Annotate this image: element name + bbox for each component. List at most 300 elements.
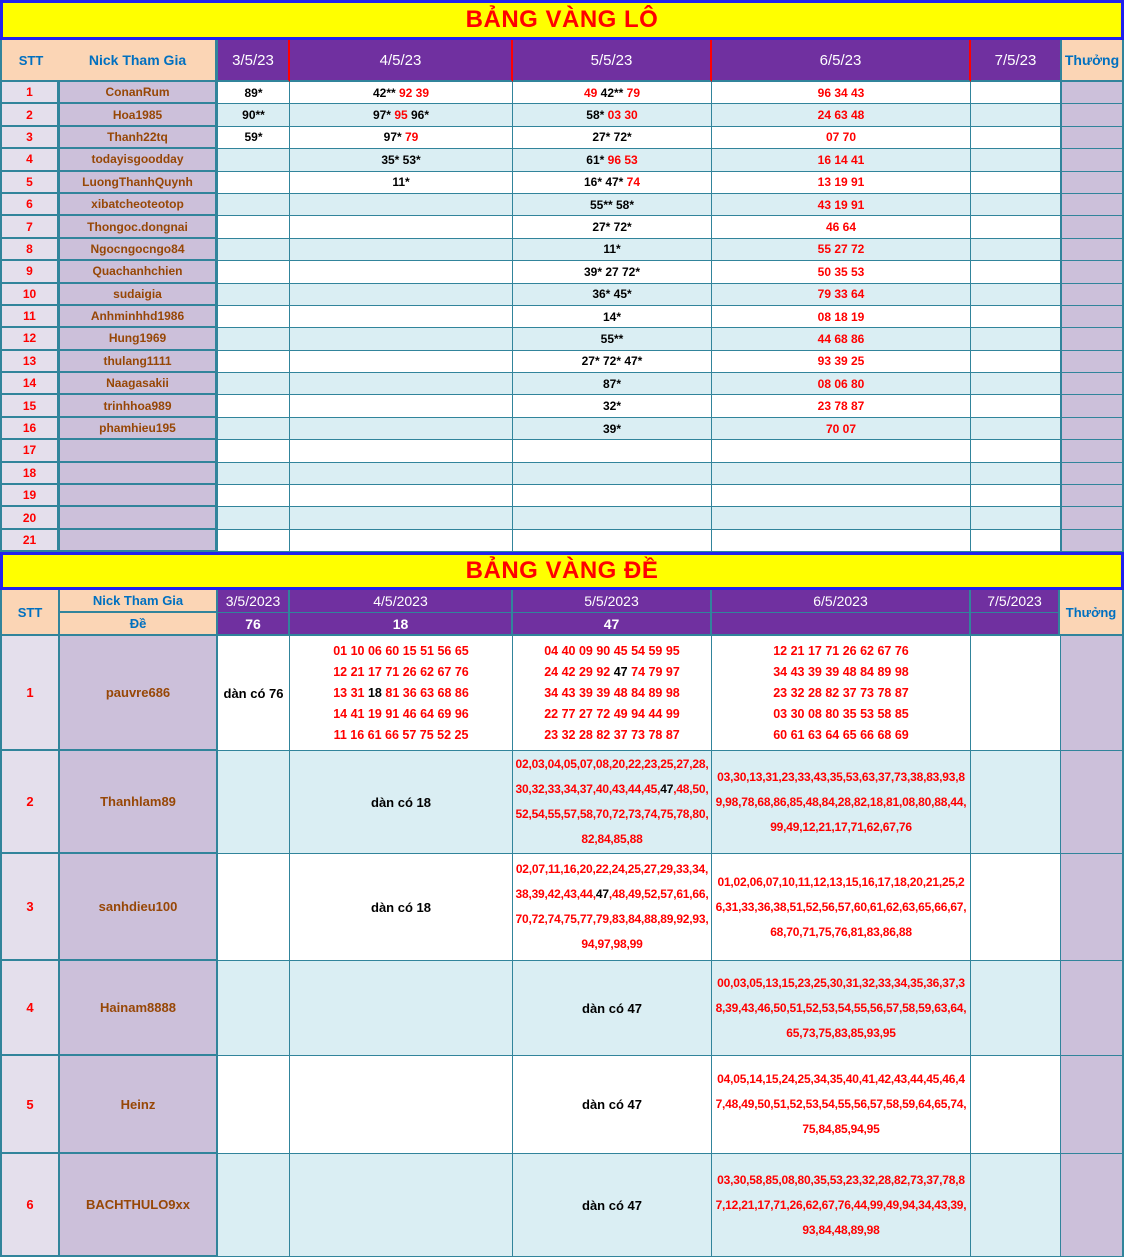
lo-data-cell[interactable]	[712, 530, 971, 552]
lo-data-cell[interactable]	[712, 216, 971, 238]
lo-data-cell[interactable]	[971, 82, 1060, 104]
lo-stt-cell[interactable]: 9	[0, 261, 60, 283]
lo-data-cell[interactable]	[712, 104, 971, 126]
de-header-date[interactable]: 3/5/2023	[218, 590, 290, 613]
de-data-cell[interactable]	[218, 636, 290, 751]
de-header-nick[interactable]: Nick Tham Gia	[60, 590, 218, 613]
de-data-cell[interactable]	[290, 1056, 513, 1154]
cell-text: 47	[613, 664, 628, 679]
lo-data-cell[interactable]	[513, 82, 712, 104]
lo-thuong-cell[interactable]	[1060, 351, 1124, 373]
lo-data-cell[interactable]	[218, 395, 290, 417]
lo-data-cell[interactable]	[971, 261, 1060, 283]
cell-text: 14 41 19 91 46 64 69 96	[333, 706, 469, 721]
lo-data-cell[interactable]	[290, 149, 513, 171]
lo-stt-cell[interactable]: 5	[0, 172, 60, 194]
lo-data-cell[interactable]	[218, 328, 290, 350]
lo-stt-cell[interactable]: 3	[0, 127, 60, 149]
lo-data-cell[interactable]	[712, 463, 971, 485]
de-data-cell[interactable]	[971, 961, 1060, 1056]
lo-data-cell[interactable]	[218, 127, 290, 149]
lo-data-cell[interactable]	[513, 373, 712, 395]
de-data-cell[interactable]	[290, 751, 513, 854]
lo-thuong-cell[interactable]	[1060, 306, 1124, 328]
lo-data-cell[interactable]	[712, 127, 971, 149]
lo-data-cell[interactable]	[290, 194, 513, 216]
lo-data-cell[interactable]	[218, 418, 290, 440]
cell-line	[582, 998, 642, 1019]
lo-header-date[interactable]: 4/5/23	[290, 40, 513, 82]
lo-data-cell[interactable]	[290, 418, 513, 440]
de-data-cell[interactable]	[971, 636, 1060, 751]
lo-nick-cell[interactable]: ConanRum	[60, 82, 218, 104]
lo-data-cell[interactable]	[513, 104, 712, 126]
lo-data-cell[interactable]	[218, 284, 290, 306]
lo-nick-cell[interactable]: phamhieu195	[60, 418, 218, 440]
lo-data-cell[interactable]	[513, 351, 712, 373]
lo-data-cell[interactable]	[218, 485, 290, 507]
lo-row	[0, 306, 1124, 328]
lo-data-cell[interactable]	[712, 82, 971, 104]
cell-text: 36* 45*	[592, 287, 632, 302]
lo-data-cell[interactable]	[218, 306, 290, 328]
lo-data-cell[interactable]	[290, 261, 513, 283]
lo-data-cell[interactable]	[513, 395, 712, 417]
lo-data-cell[interactable]	[712, 284, 971, 306]
lo-nick-cell[interactable]: trinhhoa989	[60, 395, 218, 417]
de-data-cell[interactable]	[513, 854, 712, 961]
lo-thuong-cell[interactable]	[1060, 149, 1124, 171]
de-stt-cell[interactable]: 1	[0, 636, 60, 751]
de-header-thuong[interactable]: Thưởng	[1060, 590, 1124, 636]
de-header-stt[interactable]: STT	[0, 590, 60, 636]
lo-thuong-cell[interactable]	[1060, 373, 1124, 395]
lo-nick-cell[interactable]: thulang1111	[60, 351, 218, 373]
lo-data-cell[interactable]	[513, 216, 712, 238]
cell-line	[544, 662, 680, 683]
lo-row	[0, 82, 1124, 104]
lo-data-cell[interactable]	[290, 104, 513, 126]
lo-data-cell[interactable]	[712, 351, 971, 373]
cell-lines	[513, 998, 711, 1019]
de-header-de-value[interactable]	[712, 613, 971, 636]
cell-text: 79 33 64	[817, 287, 865, 302]
lo-nick-cell[interactable]: Hung1969	[60, 328, 218, 350]
lo-data-cell[interactable]	[712, 306, 971, 328]
de-data-cell[interactable]	[218, 751, 290, 854]
lo-data-cell[interactable]	[290, 239, 513, 261]
cell-text: 58*	[586, 108, 608, 123]
cell-text: 97*	[372, 108, 395, 123]
lo-nick-cell[interactable]: Naagasakii	[60, 373, 218, 395]
lo-data-cell[interactable]	[513, 306, 712, 328]
lo-header-date[interactable]: 5/5/23	[513, 40, 712, 82]
lo-stt-cell[interactable]: 11	[0, 306, 60, 328]
cell-text: 47	[595, 887, 609, 902]
lo-thuong-cell[interactable]	[1060, 104, 1124, 126]
de-data-cell[interactable]	[712, 1154, 971, 1257]
cell-text: 03,30,13,31,23,33,43,35,53,63,37,73,38,83,93,89,98,78,68,86,85,48,84,28,82,18,81,08,80,88,44,99,49,12,21,17,71,62,67,76	[715, 769, 967, 834]
de-header-de-value[interactable]: 76	[218, 613, 290, 636]
lo-data-cell[interactable]	[971, 395, 1060, 417]
de-row	[0, 636, 1124, 751]
lo-data-cell[interactable]	[513, 440, 712, 462]
cell-line	[333, 683, 469, 704]
de-data-cell[interactable]	[513, 961, 712, 1056]
lo-nick-cell[interactable]: todayisgoodday	[60, 149, 218, 171]
de-data-cell[interactable]	[290, 854, 513, 961]
lo-data-cell[interactable]	[971, 373, 1060, 395]
lo-header-thuong[interactable]: Thưởng	[1060, 40, 1124, 82]
lo-stt-cell[interactable]: 15	[0, 395, 60, 417]
lo-data-cell[interactable]	[971, 530, 1060, 552]
lo-data-cell[interactable]	[290, 373, 513, 395]
de-data-cell[interactable]	[971, 854, 1060, 961]
lo-stt-cell[interactable]: 8	[0, 239, 60, 261]
lo-data-cell[interactable]	[712, 172, 971, 194]
lo-thuong-cell[interactable]	[1060, 507, 1124, 529]
de-data-cell[interactable]	[971, 1154, 1060, 1257]
lo-nick-cell[interactable]: Quachanhchien	[60, 261, 218, 283]
lo-data-cell[interactable]	[712, 418, 971, 440]
lo-row	[0, 284, 1124, 306]
lo-stt-cell[interactable]: 1	[0, 82, 60, 104]
lo-header-date[interactable]: 7/5/23	[971, 40, 1060, 82]
lo-thuong-cell[interactable]	[1060, 239, 1124, 261]
de-data-cell[interactable]	[712, 961, 971, 1056]
lo-data-cell[interactable]	[290, 328, 513, 350]
cell-text: ,48,49,52,57,61,66,70,72,74,75,77,79,83,84,88,89,92,93,94,97,98,99	[515, 887, 709, 952]
cell-line	[333, 704, 469, 725]
cell-lines	[513, 1195, 711, 1216]
lo-thuong-cell[interactable]	[1060, 463, 1124, 485]
lo-data-cell[interactable]	[712, 485, 971, 507]
cell-text: 11 16 61 66 57 75 52 25	[333, 727, 469, 742]
lo-data-cell[interactable]	[513, 507, 712, 529]
de-header-de-value[interactable]: 18	[290, 613, 513, 636]
de-nick-cell[interactable]: Hainam8888	[60, 961, 218, 1056]
de-header-date[interactable]: 5/5/2023	[513, 590, 712, 613]
lo-data-cell[interactable]	[290, 530, 513, 552]
bang-vang-de	[0, 552, 1124, 1257]
lo-nick-cell[interactable]: LuongThanhQuynh	[60, 172, 218, 194]
lo-data-cell[interactable]	[218, 149, 290, 171]
de-nick-cell[interactable]: Thanhlam89	[60, 751, 218, 854]
de-stt-cell[interactable]: 5	[0, 1056, 60, 1154]
cell-lines	[290, 641, 512, 746]
lo-header-stt[interactable]: STT	[0, 40, 60, 82]
de-data-cell[interactable]	[218, 1154, 290, 1257]
lo-thuong-cell[interactable]	[1060, 261, 1124, 283]
lo-data-cell[interactable]	[712, 373, 971, 395]
lo-nick-cell[interactable]: sudaigia	[60, 284, 218, 306]
lo-thuong-cell[interactable]	[1060, 395, 1124, 417]
lo-data-cell[interactable]	[513, 284, 712, 306]
cell-text: 13 31	[333, 685, 368, 700]
de-row	[0, 1154, 1124, 1257]
lo-thuong-cell[interactable]	[1060, 127, 1124, 149]
cell-text: dàn có 76	[223, 685, 284, 701]
lo-stt-cell[interactable]: 7	[0, 216, 60, 238]
lo-data-cell[interactable]	[971, 127, 1060, 149]
de-thuong-cell[interactable]	[1060, 854, 1124, 961]
de-data-cell[interactable]	[971, 1056, 1060, 1154]
lo-title: BẢNG VÀNG LÔ	[0, 0, 1124, 40]
lo-data-cell[interactable]	[290, 507, 513, 529]
de-header-date[interactable]: 6/5/2023	[712, 590, 971, 613]
de-data-cell[interactable]	[290, 1154, 513, 1257]
lo-thuong-cell[interactable]	[1060, 440, 1124, 462]
lo-stt-cell[interactable]: 18	[0, 463, 60, 485]
lo-nick-cell[interactable]	[60, 507, 218, 529]
lo-data-cell[interactable]	[513, 149, 712, 171]
lo-data-cell[interactable]	[218, 261, 290, 283]
de-header-de-label[interactable]: Đề	[60, 613, 218, 636]
lo-stt-cell[interactable]: 6	[0, 194, 60, 216]
de-nick-cell[interactable]: Heinz	[60, 1056, 218, 1154]
lo-data-cell[interactable]	[712, 507, 971, 529]
lo-data-cell[interactable]	[712, 395, 971, 417]
de-data-cell[interactable]	[712, 636, 971, 751]
lo-data-cell[interactable]	[290, 395, 513, 417]
de-thuong-cell[interactable]	[1060, 636, 1124, 751]
lo-data-cell[interactable]	[290, 440, 513, 462]
lo-thuong-cell[interactable]	[1060, 530, 1124, 552]
lo-data-cell[interactable]	[513, 194, 712, 216]
lo-row	[0, 172, 1124, 194]
cell-text: 27* 72*	[592, 220, 632, 235]
lo-data-cell[interactable]	[218, 351, 290, 373]
de-thuong-cell[interactable]	[1060, 961, 1124, 1056]
lo-data-cell[interactable]	[290, 172, 513, 194]
de-data-cell[interactable]	[513, 636, 712, 751]
de-data-cell[interactable]	[513, 1056, 712, 1154]
lo-row	[0, 440, 1124, 462]
lo-data-cell[interactable]	[290, 485, 513, 507]
lo-stt-cell[interactable]: 20	[0, 507, 60, 529]
lo-nick-cell[interactable]: Hoa1985	[60, 104, 218, 126]
de-stt-cell[interactable]: 4	[0, 961, 60, 1056]
cell-text: 49	[583, 85, 601, 100]
lo-data-cell[interactable]	[218, 104, 290, 126]
lo-data-cell[interactable]	[712, 328, 971, 350]
lo-data-cell[interactable]	[290, 127, 513, 149]
de-data-cell[interactable]	[513, 751, 712, 854]
de-header-de-value[interactable]	[971, 613, 1060, 636]
lo-data-cell[interactable]	[971, 507, 1060, 529]
lo-data-cell[interactable]	[971, 351, 1060, 373]
lo-data-cell[interactable]	[971, 216, 1060, 238]
de-data-cell[interactable]	[218, 961, 290, 1056]
cell-text: 16* 47*	[583, 175, 627, 190]
de-data-cell[interactable]	[712, 854, 971, 961]
lo-data-cell[interactable]	[290, 463, 513, 485]
lo-data-cell[interactable]	[712, 239, 971, 261]
lo-header-date[interactable]: 3/5/23	[218, 40, 290, 82]
lo-data-cell[interactable]	[218, 507, 290, 529]
de-data-cell[interactable]	[971, 751, 1060, 854]
lo-data-cell[interactable]	[712, 440, 971, 462]
de-header-de-value[interactable]: 47	[513, 613, 712, 636]
lo-data-cell[interactable]	[712, 194, 971, 216]
lo-data-cell[interactable]	[712, 149, 971, 171]
lo-thuong-cell[interactable]	[1060, 216, 1124, 238]
lo-data-cell[interactable]	[971, 440, 1060, 462]
lo-data-cell[interactable]	[513, 239, 712, 261]
cell-line	[773, 725, 909, 746]
lo-data-cell[interactable]	[971, 172, 1060, 194]
lo-stt-cell[interactable]: 17	[0, 440, 60, 462]
lo-data-cell[interactable]	[218, 172, 290, 194]
lo-thuong-cell[interactable]	[1060, 172, 1124, 194]
lo-stt-cell[interactable]: 14	[0, 373, 60, 395]
de-header-row	[0, 590, 1124, 636]
de-data-cell[interactable]	[712, 1056, 971, 1154]
lo-data-cell[interactable]	[513, 463, 712, 485]
cell-text: 87*	[602, 376, 622, 391]
lo-data-cell[interactable]	[971, 328, 1060, 350]
lo-row	[0, 373, 1124, 395]
cell-line	[582, 1094, 642, 1115]
de-stt-cell[interactable]: 6	[0, 1154, 60, 1257]
lo-data-cell[interactable]	[971, 284, 1060, 306]
de-data-cell[interactable]	[290, 636, 513, 751]
cell-text: 11*	[392, 175, 410, 190]
lo-data-cell[interactable]	[513, 485, 712, 507]
cell-text: 14*	[602, 309, 622, 324]
cell-text: 81 36 63 68 86	[381, 685, 469, 700]
cell-text: 08 18 19	[817, 309, 865, 324]
lo-nick-cell[interactable]: Ngocngocngo84	[60, 239, 218, 261]
cell-text: 01,02,06,07,10,11,12,13,15,16,17,18,20,21,25,26,31,33,36,38,51,52,56,57,60,61,62,63,65,66,67,68,70,71,75,76,81,83,86,88	[715, 874, 967, 939]
lo-thuong-cell[interactable]	[1060, 418, 1124, 440]
lo-thuong-cell[interactable]	[1060, 284, 1124, 306]
lo-data-cell[interactable]	[513, 261, 712, 283]
lo-data-cell[interactable]	[513, 127, 712, 149]
lo-stt-cell[interactable]: 10	[0, 284, 60, 306]
de-data-cell[interactable]	[712, 751, 971, 854]
lo-data-cell[interactable]	[971, 485, 1060, 507]
de-data-cell[interactable]	[218, 1056, 290, 1154]
cell-text: 42**	[372, 85, 399, 100]
lo-data-cell[interactable]	[218, 530, 290, 552]
cell-text: 12 21 17 71 26 62 67 76	[333, 664, 469, 679]
lo-stt-cell[interactable]: 13	[0, 351, 60, 373]
de-header-date[interactable]: 7/5/2023	[971, 590, 1060, 613]
lo-stt-cell[interactable]: 4	[0, 149, 60, 171]
lo-data-cell[interactable]	[971, 194, 1060, 216]
lo-thuong-cell[interactable]	[1060, 194, 1124, 216]
lo-header-date[interactable]: 6/5/23	[712, 40, 971, 82]
lo-nick-cell[interactable]: Anhminhhd1986	[60, 306, 218, 328]
lo-nick-cell[interactable]: Thongoc.dongnai	[60, 216, 218, 238]
cell-text: 32*	[602, 399, 622, 414]
cell-text: 34 43 39 39 48 84 89 98	[544, 685, 680, 700]
de-nick-cell[interactable]: sanhdieu100	[60, 854, 218, 961]
lo-thuong-cell[interactable]	[1060, 82, 1124, 104]
lo-nick-cell[interactable]	[60, 485, 218, 507]
lo-stt-cell[interactable]: 21	[0, 530, 60, 552]
lo-data-cell[interactable]	[971, 418, 1060, 440]
cell-text: 79	[405, 130, 419, 145]
lo-data-cell[interactable]	[513, 328, 712, 350]
lo-data-cell[interactable]	[218, 194, 290, 216]
cell-text: 08 06 80	[817, 376, 865, 391]
lo-row	[0, 127, 1124, 149]
lo-data-cell[interactable]	[218, 82, 290, 104]
cell-line	[773, 662, 909, 683]
de-data-cell[interactable]	[218, 854, 290, 961]
de-nick-cell[interactable]: BACHTHULO9xx	[60, 1154, 218, 1257]
cell-line	[544, 725, 680, 746]
lo-data-cell[interactable]	[513, 530, 712, 552]
lo-nick-cell[interactable]	[60, 463, 218, 485]
lo-row	[0, 530, 1124, 552]
de-data-cell[interactable]	[513, 1154, 712, 1257]
de-header-date[interactable]: 4/5/2023	[290, 590, 513, 613]
cell-text: 02,07,11,16,20,22,24,25,27,29,33,34,38,39,42,43,44,	[515, 862, 709, 902]
cell-text: 74	[626, 175, 641, 190]
cell-lines	[290, 897, 512, 918]
lo-data-cell[interactable]	[971, 463, 1060, 485]
cell-text: 03 30	[607, 108, 638, 123]
de-thuong-cell[interactable]	[1060, 1056, 1124, 1154]
lo-row	[0, 194, 1124, 216]
lo-data-cell[interactable]	[513, 172, 712, 194]
lo-data-cell[interactable]	[971, 239, 1060, 261]
lo-nick-cell[interactable]: Thanh22tq	[60, 127, 218, 149]
cell-text: 46 64	[825, 220, 857, 235]
cell-text: 55**	[600, 331, 624, 346]
lo-header-nick[interactable]: Nick Tham Gia	[60, 40, 218, 82]
lo-data-cell[interactable]	[971, 149, 1060, 171]
lo-data-cell[interactable]	[290, 216, 513, 238]
de-stt-cell[interactable]: 3	[0, 854, 60, 961]
lo-nick-cell[interactable]: xibatcheoteotop	[60, 194, 218, 216]
lo-data-cell[interactable]	[971, 104, 1060, 126]
de-nick-cell[interactable]: pauvre686	[60, 636, 218, 751]
lo-data-cell[interactable]	[218, 239, 290, 261]
lo-nick-cell[interactable]	[60, 530, 218, 552]
lo-data-cell[interactable]	[218, 440, 290, 462]
lo-data-cell[interactable]	[290, 284, 513, 306]
lo-stt-cell[interactable]: 2	[0, 104, 60, 126]
lo-row	[0, 261, 1124, 283]
lo-data-cell[interactable]	[290, 82, 513, 104]
lo-data-cell[interactable]	[218, 463, 290, 485]
de-thuong-cell[interactable]	[1060, 751, 1124, 854]
lo-stt-cell[interactable]: 16	[0, 418, 60, 440]
lo-stt-cell[interactable]: 12	[0, 328, 60, 350]
lo-data-cell[interactable]	[218, 216, 290, 238]
lo-data-cell[interactable]	[218, 373, 290, 395]
cell-text: dàn có 47	[582, 1000, 642, 1016]
de-data-cell[interactable]	[290, 961, 513, 1056]
lo-data-cell[interactable]	[513, 418, 712, 440]
lo-thuong-cell[interactable]	[1060, 328, 1124, 350]
lo-data-cell[interactable]	[712, 261, 971, 283]
lo-stt-cell[interactable]: 19	[0, 485, 60, 507]
de-thuong-cell[interactable]	[1060, 1154, 1124, 1257]
cell-text: 13 19 91	[817, 175, 865, 190]
lo-data-cell[interactable]	[290, 306, 513, 328]
lo-data-cell[interactable]	[971, 306, 1060, 328]
de-stt-cell[interactable]: 2	[0, 751, 60, 854]
lo-thuong-cell[interactable]	[1060, 485, 1124, 507]
de-header-nick-col	[60, 590, 218, 636]
lo-data-cell[interactable]	[290, 351, 513, 373]
lo-nick-cell[interactable]	[60, 440, 218, 462]
